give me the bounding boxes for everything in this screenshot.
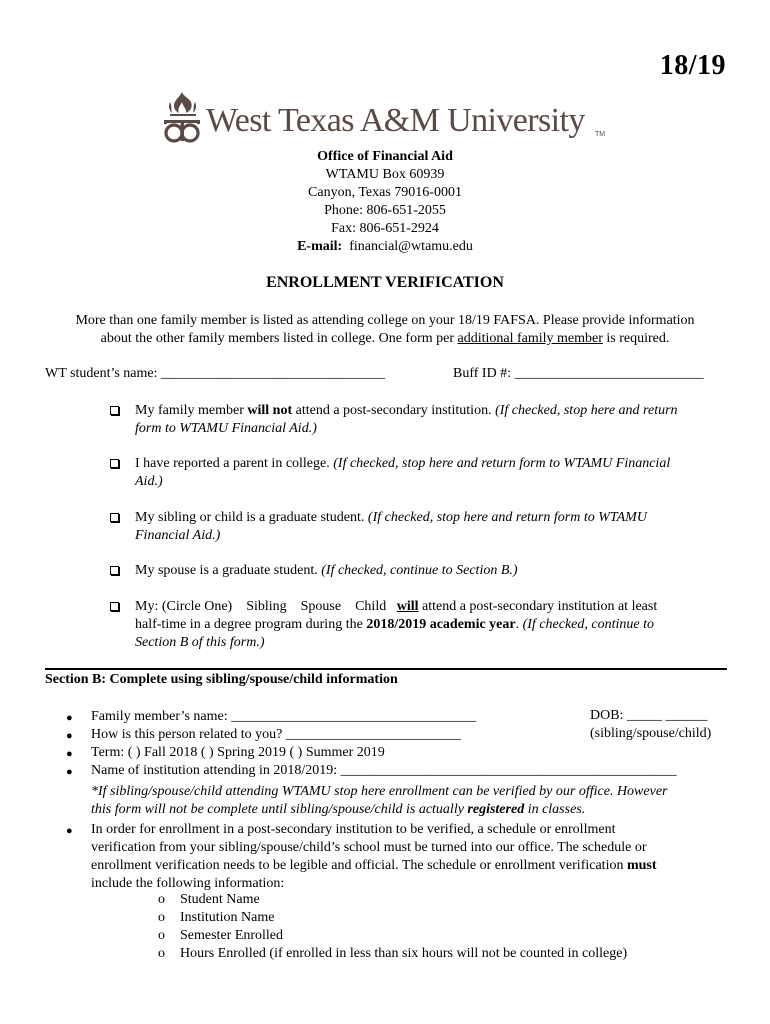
checkbox[interactable] <box>110 459 119 468</box>
checkbox-label <box>135 455 730 491</box>
checkbox-item-will-not-attend[interactable] <box>110 402 730 440</box>
label-bold: 2018/2019 academic year <box>366 617 516 632</box>
buffalo-flame-logo-icon <box>162 90 206 148</box>
intro-text-end: is required. <box>602 331 670 346</box>
requirement-line-2: verification from your sibling/spouse/child’s school must be turned into our office. The schedule or <box>91 840 647 855</box>
student-name-field[interactable]: WT student’s name: ________________________________ <box>45 366 385 381</box>
required-item: Semester Enrolled <box>180 928 284 943</box>
wtamu-note-line-2 <box>91 801 585 819</box>
office-city: Canyon, Texas 79016-0001 <box>308 185 462 200</box>
checkbox-item-graduate-spouse[interactable] <box>110 562 730 582</box>
checkbox-item-will-attend[interactable] <box>110 598 730 654</box>
label-text: . <box>515 617 523 632</box>
bullet-icon: ● <box>66 748 73 760</box>
form-title: ENROLLMENT VERIFICATION <box>266 274 504 291</box>
circle-bullet-icon: o <box>158 946 165 961</box>
office-name: Office of Financial Aid <box>317 149 453 164</box>
bullet-icon: ● <box>66 730 73 742</box>
circle-bullet-icon: o <box>158 910 165 925</box>
intro-line-1: More than one family member is listed as attending college on your 18/19 FAFSA. Please provide information <box>75 313 695 328</box>
bullet-icon: ● <box>66 766 73 778</box>
intro-line-2 <box>40 330 730 348</box>
office-fax: Fax: 806-651-2924 <box>331 221 439 236</box>
instruction-note: Aid.) <box>135 474 163 489</box>
required-item: Institution Name <box>180 910 275 925</box>
university-logo <box>162 90 622 148</box>
label-text: attend a post-secondary institution. <box>292 403 496 418</box>
checkbox[interactable] <box>110 406 119 415</box>
label-text: My sibling or child is a graduate student. <box>135 510 368 525</box>
requirement-bold: must <box>626 858 657 873</box>
institution-field[interactable]: Name of institution attending in 2018/2019: ________________________________________________ <box>91 763 677 778</box>
buff-id-field[interactable]: Buff ID #: ___________________________ <box>453 366 704 381</box>
section-b-heading: Section B: Complete using sibling/spouse/child information <box>45 672 398 687</box>
checkbox-label <box>135 562 730 580</box>
note-text: in classes. <box>524 802 586 817</box>
label-bold: will <box>396 599 419 614</box>
intro-underlined: additional family member <box>457 331 603 346</box>
required-item: Hours Enrolled (if enrolled in less than six hours will not be counted in college) <box>180 946 628 961</box>
bullet-icon: ● <box>66 825 73 837</box>
email-label: E-mail: <box>297 239 343 254</box>
instruction-note: (If checked, continue to Section B.) <box>321 563 518 578</box>
instruction-note: (If checked, stop here and return <box>495 403 678 418</box>
relation-field[interactable]: How is this person related to you? _________________________ <box>91 727 461 742</box>
bullet-icon: ● <box>66 712 73 724</box>
requirement-line-3 <box>91 857 657 875</box>
checkbox[interactable] <box>110 566 119 575</box>
office-address <box>0 148 770 256</box>
requirement-line-4: include the following information: <box>91 876 285 891</box>
checkbox-item-parent-in-college[interactable] <box>110 455 730 493</box>
checkbox-label <box>135 402 730 438</box>
family-member-name-field[interactable]: Family member’s name: ___________________________________ <box>91 709 477 724</box>
office-email-line <box>0 238 770 256</box>
instruction-note: Financial Aid.) <box>135 528 221 543</box>
circle-bullet-icon: o <box>158 892 165 907</box>
checkbox-item-graduate-sibling-child[interactable] <box>110 509 730 547</box>
intro-paragraph <box>40 312 730 348</box>
instruction-note: (If checked, continue to <box>522 617 654 632</box>
checkbox-label <box>135 509 730 545</box>
checkbox[interactable] <box>110 602 119 611</box>
label-text: My family member <box>135 403 248 418</box>
instruction-note: (If checked, stop here and return form to WTAMU <box>367 510 647 525</box>
required-item: Student Name <box>180 892 260 907</box>
section-divider <box>45 668 727 670</box>
label-text: I have reported a parent in college. <box>135 456 334 471</box>
intro-text: about the other family members listed in college. One form per <box>100 331 458 346</box>
trademark-mark: TM <box>595 131 606 138</box>
requirement-text: enrollment verification needs to be legible and official. The schedule or enrollment verification <box>91 858 627 873</box>
instruction-note: form to WTAMU Financial Aid.) <box>135 421 317 436</box>
office-box: WTAMU Box 60939 <box>325 167 445 182</box>
circle-bullet-icon: o <box>158 928 165 943</box>
dob-field[interactable]: DOB: _____ ______ <box>590 708 708 723</box>
instruction-note: (If checked, stop here and return form to WTAMU Financial <box>333 456 671 471</box>
label-text: My: (Circle One) Sibling Spouse Child <box>135 599 397 614</box>
term-options[interactable]: Term: ( ) Fall 2018 ( ) Spring 2019 ( ) Summer 2019 <box>91 745 385 760</box>
label-text: My spouse is a graduate student. <box>135 563 322 578</box>
instruction-note: Section B of this form.) <box>135 635 265 650</box>
requirement-line-1: In order for enrollment in a post-secondary institution to be verified, a schedule or enrollment <box>91 822 616 837</box>
label-bold: will not <box>247 403 293 418</box>
note-text: this form will not be complete until sibling/spouse/child is actually <box>91 802 468 817</box>
wtamu-note-line-1: *If sibling/spouse/child attending WTAMU stop here enrollment can be verified by our office. However <box>91 784 668 799</box>
email-address[interactable]: financial@wtamu.edu <box>349 239 473 254</box>
form-year: 18/19 <box>659 50 726 81</box>
checkbox-label <box>135 598 730 652</box>
relation-hint: (sibling/spouse/child) <box>590 726 712 741</box>
label-text: half-time in a degree program during the <box>135 617 367 632</box>
university-wordmark: West Texas A&M University <box>206 102 585 139</box>
label-text: attend a post-secondary institution at least <box>418 599 658 614</box>
note-bold: registered <box>467 802 525 817</box>
office-phone: Phone: 806-651-2055 <box>324 203 446 218</box>
checkbox[interactable] <box>110 513 119 522</box>
